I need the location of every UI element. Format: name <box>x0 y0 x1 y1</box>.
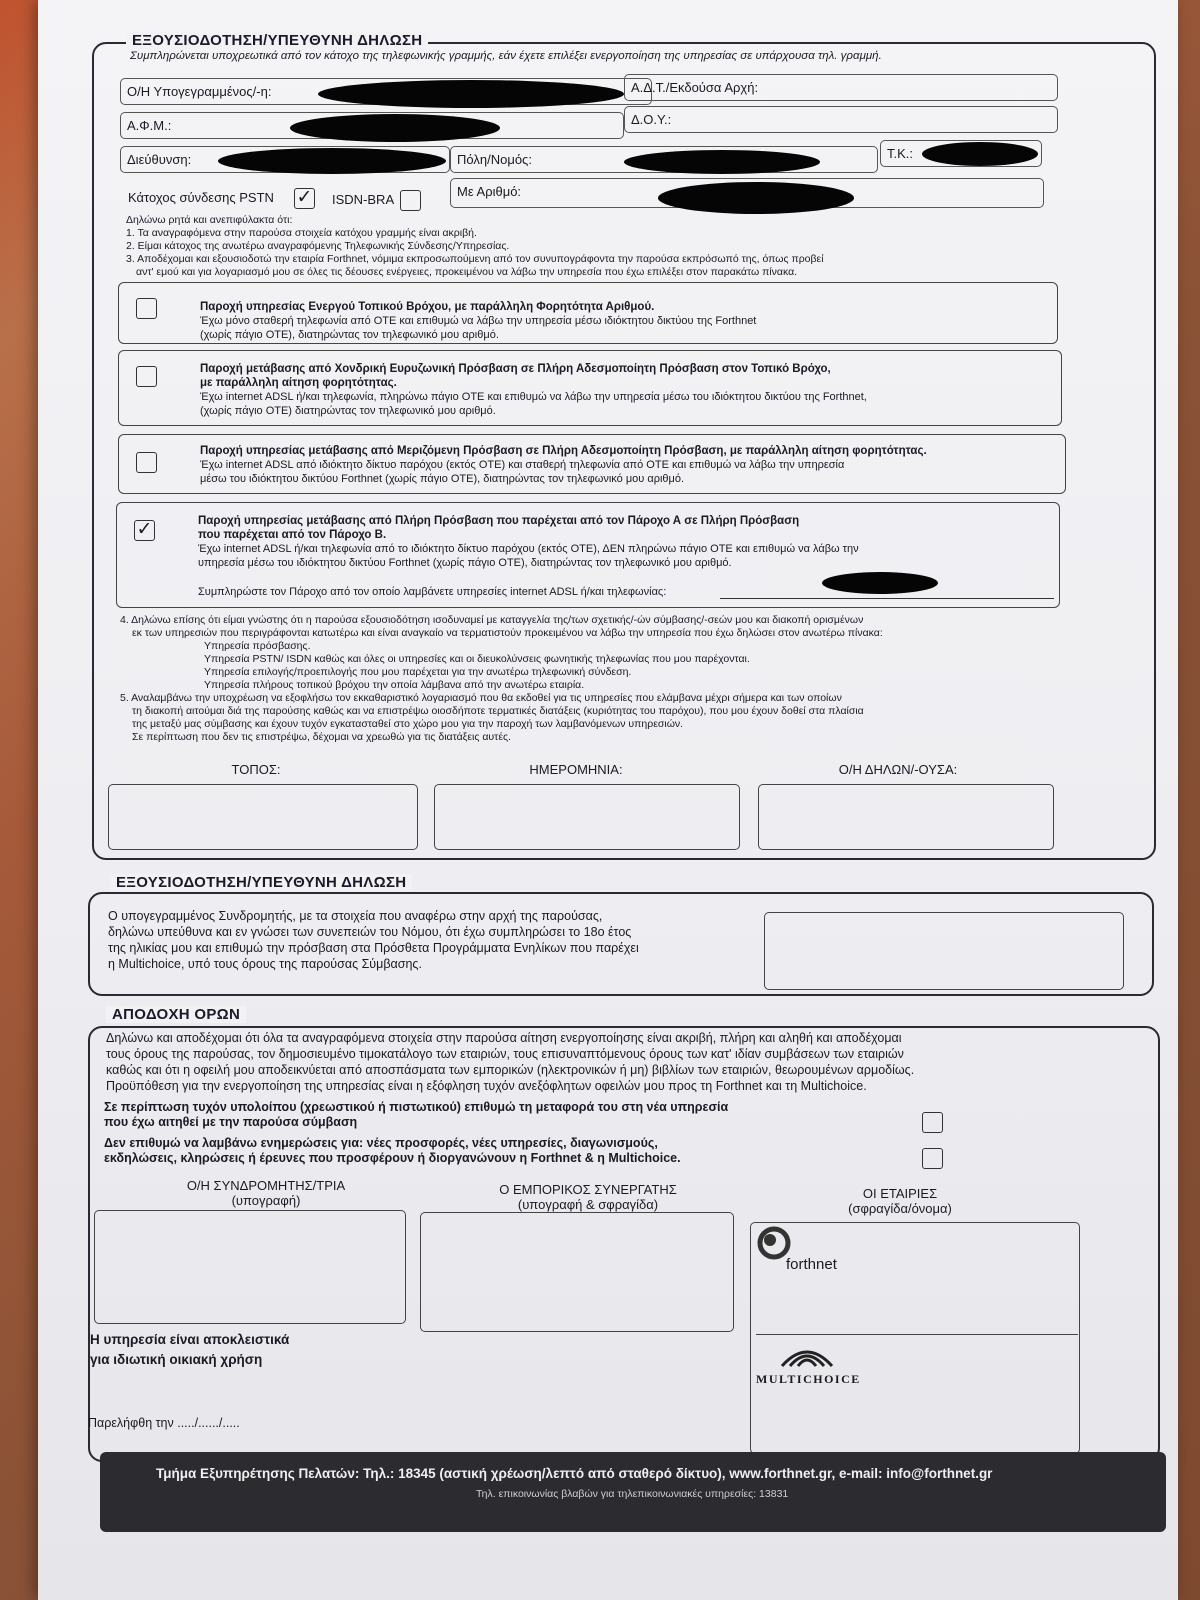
adult-text-line: Ο υπογεγραμμένος Συνδρομητής, με τα στοιχεία που αναφέρω στην αρχή της παρούσας, <box>108 909 603 923</box>
place-label: ΤΟΠΟΣ: <box>231 762 281 777</box>
balance-transfer-text <box>104 1100 728 1130</box>
point-4-subitem: Υπηρεσία επιλογής/προεπιλογής που μου παρέχεται για την ανωτέρω τηλεφωνική σύνδεση. <box>204 666 632 678</box>
multichoice-logo-text: MULTICHOICE <box>756 1372 861 1386</box>
section-title: ΕΞΟΥΣΙΟΔΟΤΗΣΗ/ΥΠΕΥΘΥΝΗ ΔΗΛΩΣΗ <box>110 874 412 891</box>
adult-signature-box[interactable] <box>764 912 1124 990</box>
provider-fill-line[interactable] <box>720 598 1054 599</box>
redaction-mark <box>624 150 820 174</box>
point-5-line: της μεταξύ μας σύμβασης και έχουν τυχόν εγκατασταθεί στο χώρο μου για την παροχή των λαμβανόμενων υπηρεσιών. <box>132 718 684 730</box>
section-title: ΕΞΟΥΣΙΟΔΟΤΗΣΗ/ΥΠΕΥΘΥΝΗ ΔΗΛΩΣΗ <box>126 32 428 49</box>
option-2-line: Έχω internet ADSL ή/και τηλεφωνία, πληρώνω πάγιο ΟΤΕ και επιθυμώ να λάβω την υπηρεσία μέσω του ιδιόκτητου δικτύου της Forthnet, <box>200 391 867 403</box>
option-4-line: Έχω internet ADSL ή/και τηλεφωνία από το ιδιόκτητο δίκτυο παρόχου (εκτός ΟΤΕ), ΔΕΝ πληρώνω πάγιο ΟΤΕ και επιθυμώ να λάβω την <box>198 543 859 555</box>
partner-signature-box[interactable] <box>420 1212 734 1332</box>
option-2-title: με παράλληλη αίτηση φορητότητας. <box>200 377 397 389</box>
option-3-line: μέσω του ιδιόκτητου δικτύου Forthnet (χωρίς πάγιο ΟΤΕ), διατηρώντας τον τηλεφωνικό μου αριθμό. <box>200 473 685 485</box>
doy-field[interactable] <box>624 106 1058 133</box>
private-use-line: για ιδιωτική οικιακή χρήση <box>90 1352 263 1367</box>
point-4-line: 4. Δηλώνω επίσης ότι είμαι γνώστης ότι η παρούσα εξουσιοδότηση ισοδυναμεί με καταγγελία της/των σχετικής/-ών σύμβασης/-σεών μου και διακοπή ορισμένων <box>120 614 864 626</box>
terms-text-line: καθώς και ότι η οφειλή μου αποδεικνύεται από αποσπάσματα των εμπορικών (ηλεκτρονικών ή μη) βιβλίων των εταιριών, θεωρουμένων αρμοδίως. <box>106 1063 915 1077</box>
option-3-text <box>200 444 1060 486</box>
option-3-checkbox[interactable] <box>136 452 157 473</box>
companies-subtitle: (σφραγίδα/όνομα) <box>848 1201 952 1216</box>
option-4-checkbox[interactable]: ✓ <box>134 520 155 541</box>
postcode-label: Τ.Κ.: <box>887 146 914 161</box>
terms-text <box>106 1030 1146 1094</box>
signatory-label: Ο/Η Υπογεγραμμένος/-η: <box>127 84 272 99</box>
point-5-line: Σε περίπτωση που δεν τις επιστρέψω, δέχομαι να χρεωθώ για τις διατάξεις αυτές. <box>132 731 511 743</box>
option-4-title: Παροχή υπηρεσίας μετάβασης από Πλήρη Πρόσβαση που παρέχεται από τον Πάροχο Α σε Πλήρη Πρόσβαση <box>198 515 800 527</box>
balance-transfer-checkbox[interactable] <box>922 1112 943 1133</box>
forthnet-swirl-icon <box>756 1226 794 1260</box>
redaction-mark <box>822 572 938 594</box>
option-1-text <box>200 300 1050 342</box>
section-title: ΑΠΟΔΟΧΗ ΟΡΩΝ <box>106 1006 246 1023</box>
multichoice-fan-icon <box>762 1340 852 1368</box>
partner-title: Ο ΕΜΠΟΡΙΚΟΣ ΣΥΝΕΡΓΑΤΗΣ <box>499 1182 677 1197</box>
partner-label <box>418 1182 758 1212</box>
footer-contact: Τμήμα Εξυπηρέτησης Πελατών: Τηλ.: 18345 (αστική χρέωση/λεπτό από σταθερό δίκτυο), www.forthnet.gr, e-mail: info@forthnet.gr <box>156 1466 993 1481</box>
point-4-text <box>120 614 1060 744</box>
redaction-mark <box>658 182 854 214</box>
option-1-checkbox[interactable] <box>136 298 157 319</box>
provider-fill-label: Συμπληρώστε τον Πάροχο από τον οποίο λαμβάνετε υπηρεσίες internet ADSL ή/και τηλεφωνίας: <box>198 586 667 598</box>
afm-label: Α.Φ.Μ.: <box>127 118 172 133</box>
balance-line: που έχω αιτηθεί με την παρούσα σύμβαση <box>104 1115 358 1129</box>
forthnet-logo-text: forthnet <box>786 1256 837 1273</box>
redaction-mark <box>318 80 624 108</box>
subscriber-title: Ο/Η ΣΥΝΔΡΟΜΗΤΗΣ/ΤΡΙΑ <box>186 1178 346 1193</box>
point-5-line: τη διακοπή αιτούμαι διά της παρούσης καθώς και να επιστρέψω οιοσδήποτε τερματικές διατάξεις (κυριότητας του παρόχου), που μου έχουν δοθεί στα πλαίσια <box>132 705 864 717</box>
point-4-subitem: Υπηρεσία πρόσβασης. <box>204 640 311 652</box>
id-card-field[interactable] <box>624 74 1058 101</box>
declaration-item: αντ' εμού και για λογαριασμό μου σε όλες τις δέουσες ενέργειες, προκειμένου να λάβω την υπηρεσία που έχω επιλέξει στον παρακάτω πίνακα. <box>136 266 798 278</box>
marketing-line: εκδηλώσεις, κληρώσεις ή έρευνες που προσφέρουν ή διοργανώνουν η Forthnet & η Multichoice. <box>104 1151 681 1165</box>
point-4-subitem: Υπηρεσία πλήρους τοπικού βρόχου την οποία λάμβανα από την ανωτέρω εταιρία. <box>204 679 585 691</box>
date-label: ΗΜΕΡΟΜΗΝΙΑ: <box>529 762 623 777</box>
received-date: Παρελήφθη την ...../....../..... <box>88 1416 240 1430</box>
point-4-line: εκ των υπηρεσιών που περιγράφονται κατωτέρω και είναι αναγκαίο να τερματιστούν προκειμένου να λάβω την υπηρεσία που έχω δηλώσει στον ανωτέρω πίνακα: <box>132 627 883 639</box>
doy-label: Δ.Ο.Υ.: <box>631 112 672 127</box>
companies-title: ΟΙ ΕΤΑΙΡΙΕΣ <box>862 1186 938 1201</box>
terms-text-line: τους όρους της παρούσας, τον δημοσιευμένο τιμοκατάλογο των εταιριών, τους επισυναπτόμενους όρους των κατ' ιδίαν συμβάσεων των εταιριών <box>106 1047 904 1061</box>
number-label: Με Αριθμό: <box>457 184 522 199</box>
companies-label <box>750 1186 1050 1216</box>
declaration-list <box>126 214 1026 279</box>
section-subtitle: Συμπληρώνεται υποχρεωτικά από τον κάτοχο της τηλεφωνικής γραμμής, εάν έχετε επιλέξει ενεργοποίηση της υπηρεσίας σε υπάρχουσα τηλ. γραμμή. <box>130 50 882 62</box>
option-1-line: Έχω μόνο σταθερή τηλεφωνία από ΟΤΕ και επιθυμώ να λάβω την υπηρεσία μέσω ιδιόκτητου δικτύου της Forthnet <box>200 315 757 327</box>
option-1-line: (χωρίς πάγιο ΟΤΕ), διατηρώντας τον τηλεφωνικό μου αριθμό. <box>200 329 499 341</box>
point-5-line: 5. Αναλαμβάνω την υποχρέωση να εξοφλήσω τον εκκαθαριστικό λογαριασμό που θα εκδοθεί για τις υπηρεσίες που ελάμβανα μέχρι σήμερα και των οποίων <box>120 692 842 704</box>
option-3-line: Έχω internet ADSL από ιδιόκτητο δίκτυο παρόχου (εκτός ΟΤΕ) και σταθερή τηλεφωνία από ΟΤΕ και επιθυμώ να λάβω την υπηρεσία <box>200 459 845 471</box>
terms-text-line: Δηλώνω και αποδέχομαι ότι όλα τα αναγραφόμενα στοιχεία στην παρούσα αίτηση ενεργοποίησης είναι ακριβή, πλήρη και αληθή και αποδέχομαι <box>106 1031 902 1045</box>
adult-declaration-text <box>108 908 639 972</box>
footer-fault-line: Τηλ. επικοινωνίας βλαβών για τηλεπικοινωνιακές υπηρεσίες: 13831 <box>476 1488 789 1500</box>
adult-text-line: της ηλικίας μου και επιθυμώ την πρόσβαση στα Πρόσθετα Προγράμματα Ενηλίκων που παρέχει <box>108 941 639 955</box>
pstn-label: Κάτοχος σύνδεσης PSTN <box>128 190 274 205</box>
no-marketing-text <box>104 1136 681 1166</box>
option-1-title: Παροχή υπηρεσίας Ενεργού Τοπικού Βρόχου, με παράλληλη Φορητότητα Αριθμού. <box>200 301 655 313</box>
point-4-subitem: Υπηρεσία PSTN/ ISDN καθώς και όλες οι υπηρεσίες και οι διευκολύνσεις φωνητικής τηλεφωνίας που μου παρέχονται. <box>204 653 750 665</box>
subscriber-label <box>96 1178 436 1208</box>
place-box[interactable] <box>108 784 418 850</box>
city-label: Πόλη/Νομός: <box>457 152 532 167</box>
option-2-title: Παροχή μετάβασης από Χονδρική Ευρυζωνική Πρόσβαση σε Πλήρη Αδεσμοποίητη Πρόσβαση στον Τοπικό Βρόχο, <box>200 363 831 375</box>
balance-line: Σε περίπτωση τυχόν υπολοίπου (χρεωστικού ή πιστωτικού) επιθυμώ τη μεταφορά του στη νέα υπηρεσία <box>104 1100 729 1114</box>
redaction-mark <box>290 114 500 142</box>
redaction-mark <box>218 148 446 174</box>
declaration-item: 2. Είμαι κάτοχος της ανωτέρω αναγραφόμενης Τηλεφωνικής Σύνδεσης/Υπηρεσίας. <box>126 240 510 252</box>
partner-subtitle: (υπογραφή & σφραγίδα) <box>517 1197 659 1212</box>
adult-text-line: η Multichoice, υπό τους όρους της παρούσας Σύμβασης. <box>108 957 422 971</box>
id-card-label: Α.Δ.Τ./Εκδούσα Αρχή: <box>631 80 759 95</box>
isdn-label: ISDN-BRA <box>332 192 395 207</box>
option-2-checkbox[interactable] <box>136 366 157 387</box>
form-paper <box>38 0 1178 1600</box>
option-4-title: που παρέχεται από τον Πάροχο Β. <box>198 529 387 541</box>
declarant-label: Ο/Η ΔΗΛΩΝ/-ΟΥΣΑ: <box>838 762 958 777</box>
date-box[interactable] <box>434 784 740 850</box>
option-4-line: υπηρεσία μέσω του ιδιόκτητου δικτύου Forthnet (χωρίς πάγιο ΟΤΕ), διατηρώντας τον τηλεφωνικό μου αριθμό. <box>198 557 732 569</box>
stamp-box-divider <box>756 1334 1078 1335</box>
multichoice-logo <box>762 1340 852 1373</box>
subscriber-subtitle: (υπογραφή) <box>231 1193 301 1208</box>
terms-text-line: Προϋπόθεση για την ενεργοποίηση της υπηρεσίας είναι η εξόφληση τυχόν ανεξόφλητων οφειλών μου προς τη Forthnet και τη Multichoice. <box>106 1079 867 1093</box>
declaration-item: 3. Αποδέχομαι και εξουσιοδοτώ την εταιρία Forthnet, νόμιμα εκπροσωπούμενη από τον συνυπογράφοντα την παρούσα εκπρόσωπό της, όπως προβεί <box>126 253 824 265</box>
adult-text-line: δηλώνω υπεύθυνα και εν γνώσει των συνεπειών του Νόμου, ότι έχω συμπληρώσει το 18ο έτος <box>108 925 632 939</box>
private-use-note <box>90 1330 289 1370</box>
option-3-title: Παροχή υπηρεσίας μετάβασης από Μεριζόμενη Πρόσβαση σε Πλήρη Αδεσμοποίητη Πρόσβαση, με παράλληλη αίτηση φορητότητας. <box>200 445 927 457</box>
option-2-line: (χωρίς πάγιο ΟΤΕ) διατηρώντας τον τηλεφωνικό μου αριθμό. <box>200 405 496 417</box>
redaction-mark <box>922 142 1038 166</box>
option-4-text <box>198 514 1058 570</box>
isdn-checkbox[interactable] <box>400 190 421 211</box>
subscriber-signature-box[interactable] <box>94 1210 406 1324</box>
marketing-line: Δεν επιθυμώ να λαμβάνω ενημερώσεις για: νέες προσφορές, νέες υπηρεσίες, διαγωνισμούς, <box>104 1136 658 1150</box>
declaration-item: 1. Τα αναγραφόμενα στην παρούσα στοιχεία κατόχου γραμμής είναι ακριβή. <box>126 227 477 239</box>
declarant-signature-box[interactable] <box>758 784 1054 850</box>
declaration-intro: Δηλώνω ρητά και ανεπιφύλακτα ότι: <box>126 214 293 226</box>
address-label: Διεύθυνση: <box>127 152 192 167</box>
private-use-line: Η υπηρεσία είναι αποκλειστικά <box>90 1332 290 1347</box>
no-marketing-checkbox[interactable] <box>922 1148 943 1169</box>
pstn-checkbox[interactable]: ✓ <box>294 188 315 209</box>
option-2-text <box>200 362 1056 418</box>
footer-bar <box>100 1452 1166 1532</box>
